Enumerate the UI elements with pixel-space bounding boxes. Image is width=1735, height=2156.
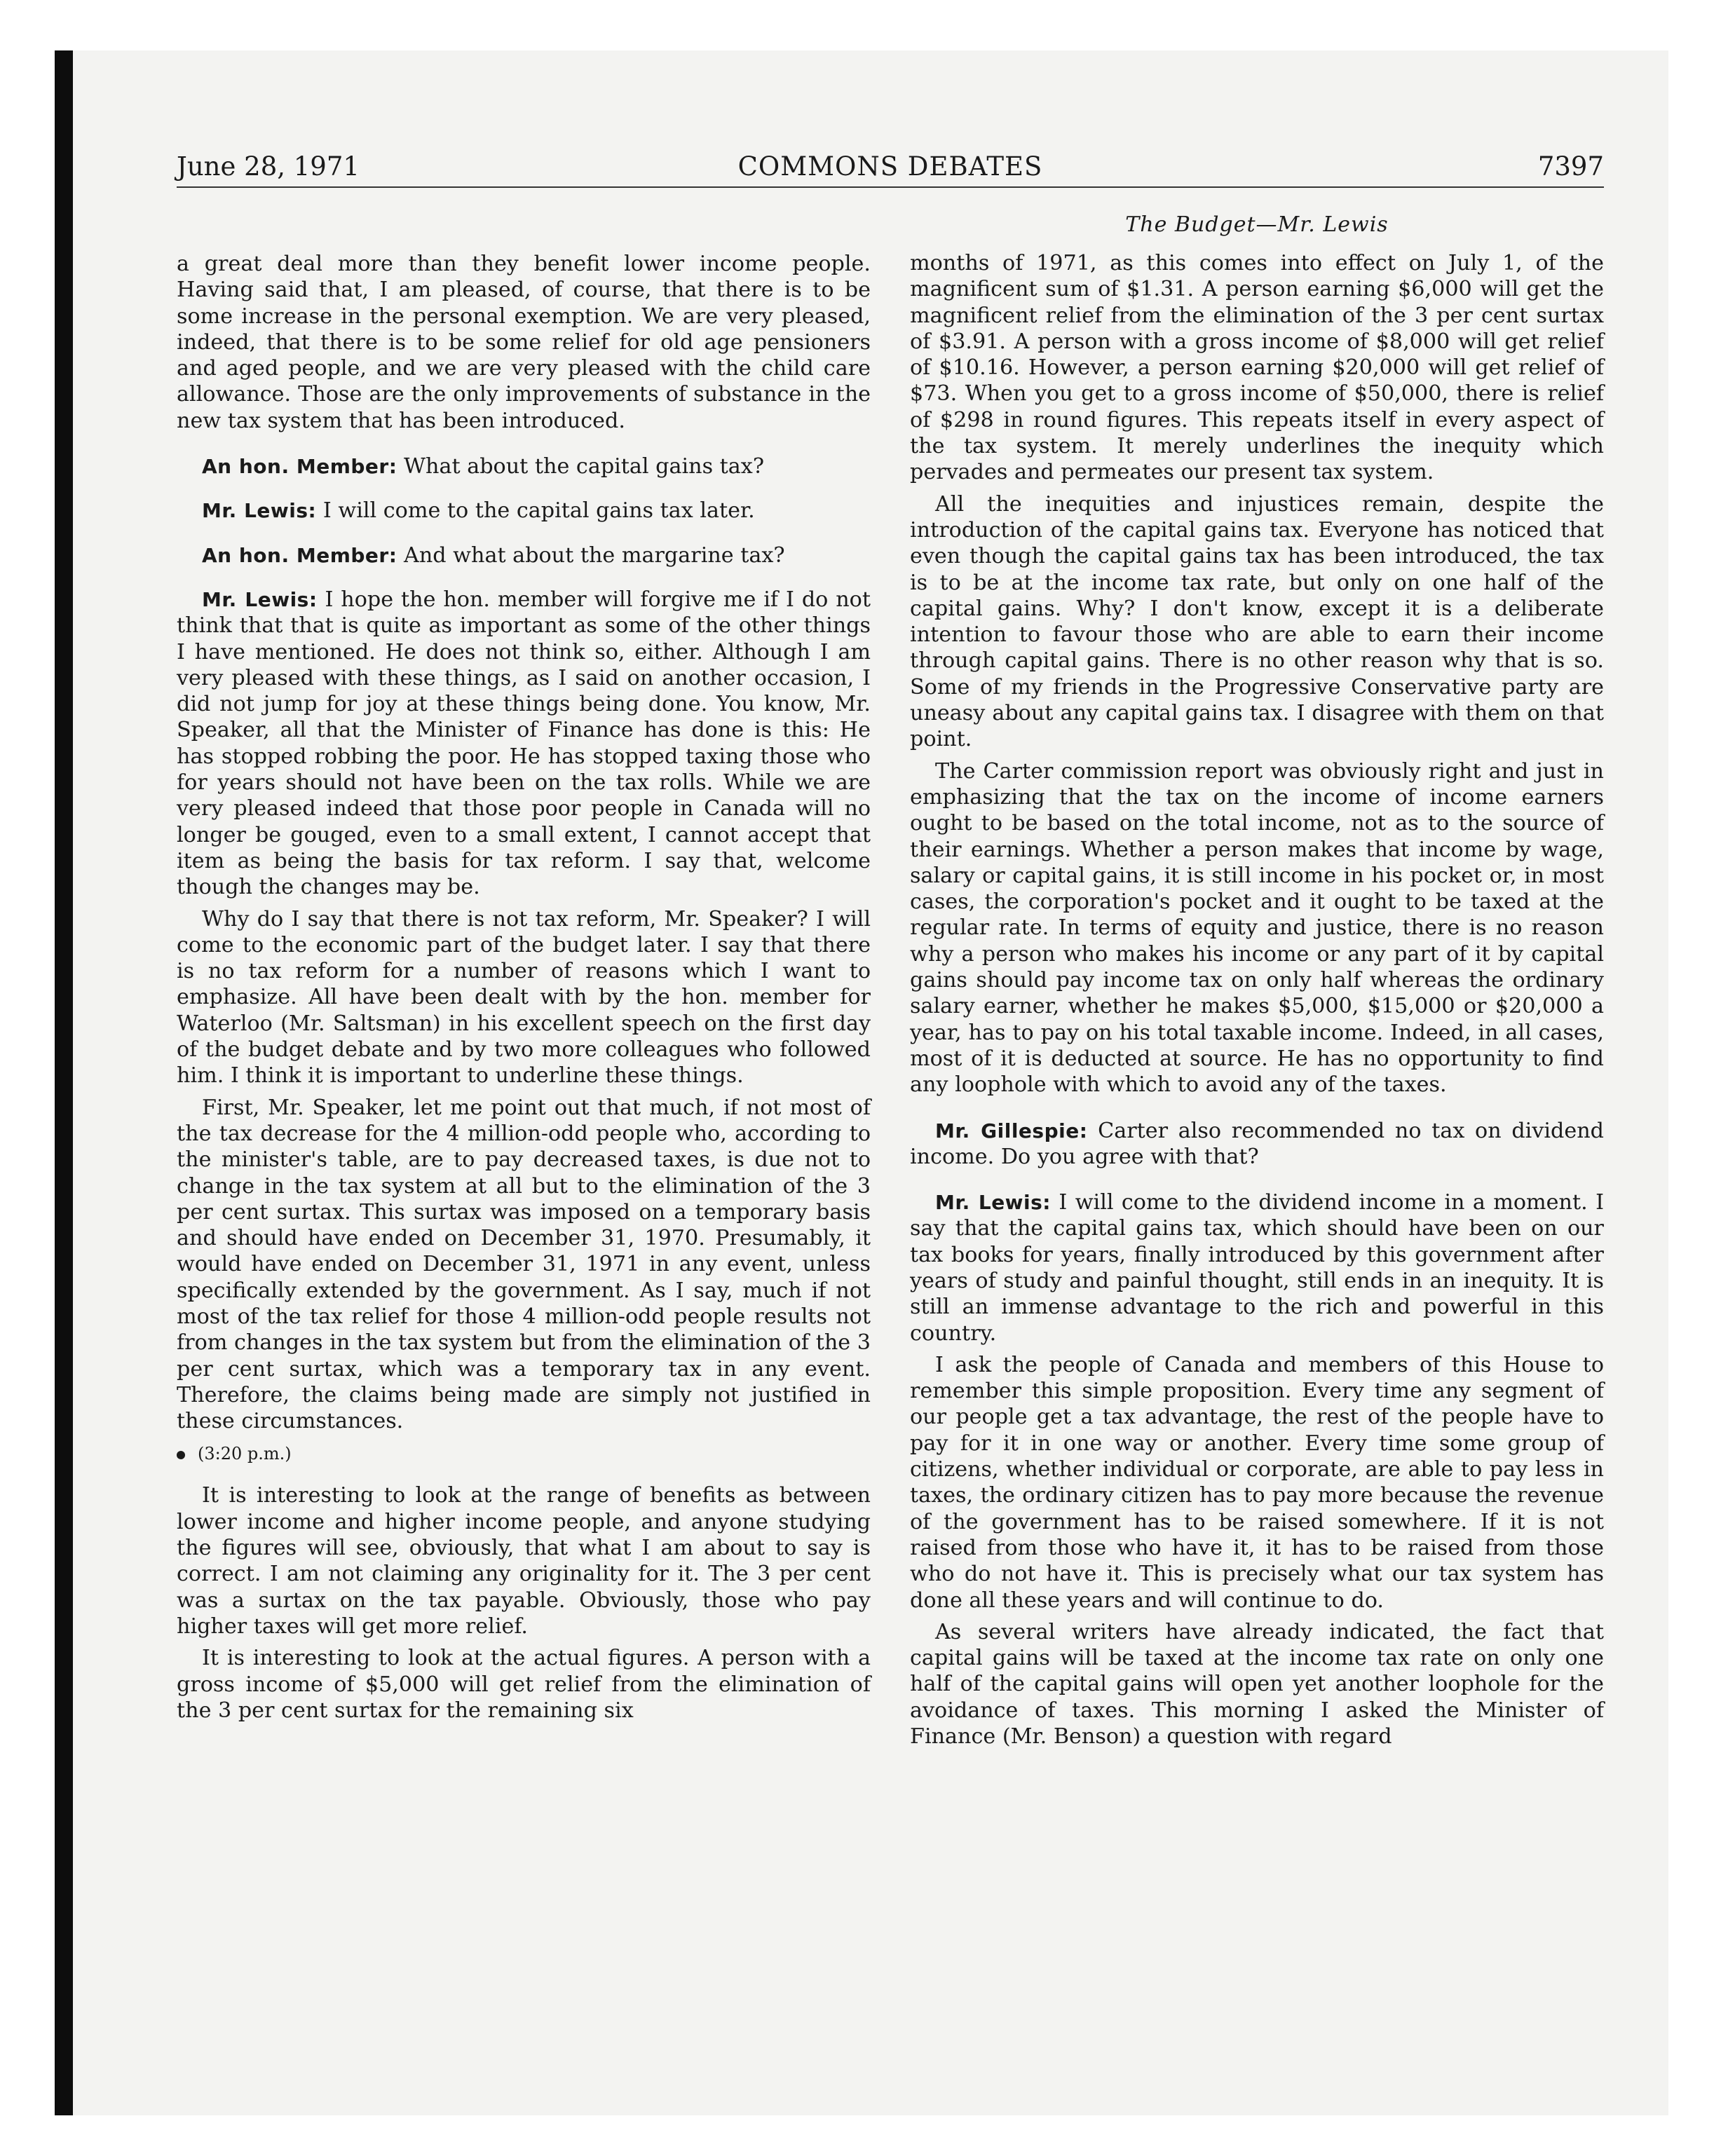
- scan-edge-strip: [55, 50, 73, 2115]
- header-page-number: 7397: [1537, 151, 1604, 182]
- left-paragraph-4: It is interesting to look at the range of benefits as between lower income and higher income people, and anyone studying the figures will see, obviously, that what I am about to say is correct. I am not claiming any originality for it. The 3 per cent was a surtax on the tax payable. Obviously, those who pay higher taxes will get more relief.: [177, 1483, 871, 1639]
- speaker-name: Mr. Gillespie:: [935, 1119, 1088, 1142]
- right-speech-1: [910, 1118, 1604, 1171]
- right-paragraph-2: All the inequities and injustices remain, despite the introduction of the capital gains tax. Everyone has noticed that even though the capital gains tax has been introduced, the tax is to be at the income tax rate, but only on one half of the capital gains. Why? I don't know, except it is a deliberate intention to favour those who are able to earn their income through capital gains. There is no other reason why that is so. Some of my friends in the Progressive Conservative party are uneasy about any capital gains tax. I disagree with them on that point.: [910, 491, 1604, 752]
- left-speech-3: [177, 543, 871, 568]
- bullet-icon: [177, 1451, 185, 1459]
- speech-text: Carter also recommended no tax on dividend income. Do you agree with that?: [910, 1118, 1604, 1169]
- right-paragraph-4: I ask the people of Canada and members of this House to remember this simple proposition. Every time any segment of our people get a tax advantage, the rest of the people have to pay for it in one way or another. Every time some group of citizens, whether individual or corporate, are able to pay less in taxes, the ordinary citizen has to pay more because the revenue of the government has to be raised somewhere. If it is not raised from those who have it, it has to be raised from those who do not have it. This is precisely what our tax system has done all these years and will continue to do.: [910, 1352, 1604, 1613]
- speaker-name: Mr. Lewis:: [202, 499, 317, 523]
- speech-text: What about the capital gains tax?: [397, 454, 765, 479]
- speaker-name: Mr. Lewis:: [935, 1191, 1052, 1215]
- left-paragraph-3: First, Mr. Speaker, let me point out that much, if not most of the tax decrease for the 4 million-odd people who, according to the minister's table, are to pay decreased taxes, is due not to change in the tax system at all but to the elimination of the 3 per cent surtax. This surtax was imposed on a temporary basis and should have ended on December 31, 1970. Presumably, it would have ended on December 31, 1971 in any event, unless specifically extended by the government. As I say, much if not most of the tax relief for those 4 million-odd people results not from changes in the tax system but from the elimination of the 3 per cent surtax, which was a temporary tax in any event. Therefore, the claims being made are simply not justified in these circumstances.: [177, 1095, 871, 1434]
- left-paragraph-2: Why do I say that there is not tax reform, Mr. Speaker? I will come to the economic part of the budget later. I say that there is no tax reform for a number of reasons which I want to emphasize. All have been dealt with by the hon. member for Waterloo (Mr. Saltsman) in his excellent speech on the first day of the budget debate and by two more colleagues who followed him. I think it is important to underline these things.: [177, 906, 871, 1089]
- column-heading: The Budget—Mr. Lewis: [1125, 212, 1389, 237]
- right-column: [910, 212, 1604, 1755]
- left-speech-1: [177, 453, 871, 479]
- right-paragraph-3: The Carter commission report was obviously right and just in emphasizing that the tax on the income of income earners ought to be based on the total income, not as to the source of their earnings. Whether a person makes that income by wage, salary or capital gains, it is still income in his pocket or, in most cases, the corporation's pocket and it ought to be taxed at the regular rate. In terms of equity and justice, there is no reason why a person who makes his income or any part of it by capital gains should pay income tax on only half whereas the ordinary salary earner, whether he makes $5,000, $15,000 or $20,000 a year, has to pay on his total taxable income. Indeed, in all cases, most of it is deducted at source. He has no opportunity to find any loophole with which to avoid any of the taxes.: [910, 758, 1604, 1098]
- speech-text: I will come to the dividend income in a moment. I say that the capital gains tax, which should have been on our tax books for years, finally introduced by this government after years of study and painful thought, still ends in an inequity. It is still an immense advantage to the rich and powerful in this country.: [910, 1190, 1604, 1346]
- left-paragraph-5: It is interesting to look at the actual figures. A person with a gross income of $5,000 will get relief from the elimination of the 3 per cent surtax for the remaining six: [177, 1646, 871, 1723]
- left-paragraph-1: a great deal more than they benefit lower income people. Having said that, I am pleased, of course, that there is to be some increase in the personal exemption. We are very pleased, indeed, that there is to be some relief for old age pensioners and aged people, and we are very pleased with the child care allowance. Those are the only improvements of substance in the new tax system that has been introduced.: [177, 252, 871, 433]
- time-marker: [177, 1441, 871, 1467]
- running-head: [177, 147, 1604, 188]
- header-title: COMMONS DEBATES: [737, 151, 1043, 182]
- header-date: June 28, 1971: [177, 151, 360, 182]
- speech-text: I will come to the capital gains tax later.: [316, 498, 755, 524]
- speech-text: And what about the margarine tax?: [397, 543, 785, 568]
- speaker-name: An hon. Member:: [202, 543, 397, 567]
- left-speech-4: [177, 587, 871, 901]
- speech-text: I hope the hon. member will forgive me if I do not think that that is quite as important as some of the other things I have mentioned. He does not think so, either. Although I am very pleased with these things, as I said on another occasion, I did not jump for joy at these things being done. You know, Mr. Speaker, all that the Minister of Finance has done is this: He has stopped robbing the poor. He has stopped taxing those who for years should not have been on the tax rolls. While we are very pleased indeed that those poor people in Canada will no longer be gouged, even to a small extent, I cannot accept that item as being the basis for tax reform. I say that, welcome though the changes may be.: [177, 587, 871, 900]
- right-paragraph-5: As several writers have already indicated, the fact that capital gains will be taxed at the income tax rate on only one half of the capital gains will open yet another loophole for the avoidance of taxes. This morning I asked the Minister of Finance (Mr. Benson) a question with regard: [910, 1619, 1604, 1749]
- left-speech-2: [177, 498, 871, 524]
- left-column: [177, 251, 871, 1729]
- speaker-name: An hon. Member:: [202, 455, 397, 479]
- speaker-name: Mr. Lewis:: [202, 587, 318, 611]
- time-marker-text: (3:20 p.m.): [198, 1444, 292, 1464]
- right-paragraph-1: months of 1971, as this comes into effect on July 1, of the magnificent sum of $1.31. A person earning $6,000 will get the magnificent relief from the elimination of the 3 per cent surtax of $3.91. A person with a gross income of $8,000 will get relief of $10.16. However, a person earning $20,000 will get relief of $73. When you get to a gross income of $50,000, there is relief of $298 in round figures. This repeats itself in every aspect of the tax system. It merely underlines the inequity which pervades and permeates our present tax system.: [910, 251, 1604, 485]
- right-speech-2: [910, 1189, 1604, 1346]
